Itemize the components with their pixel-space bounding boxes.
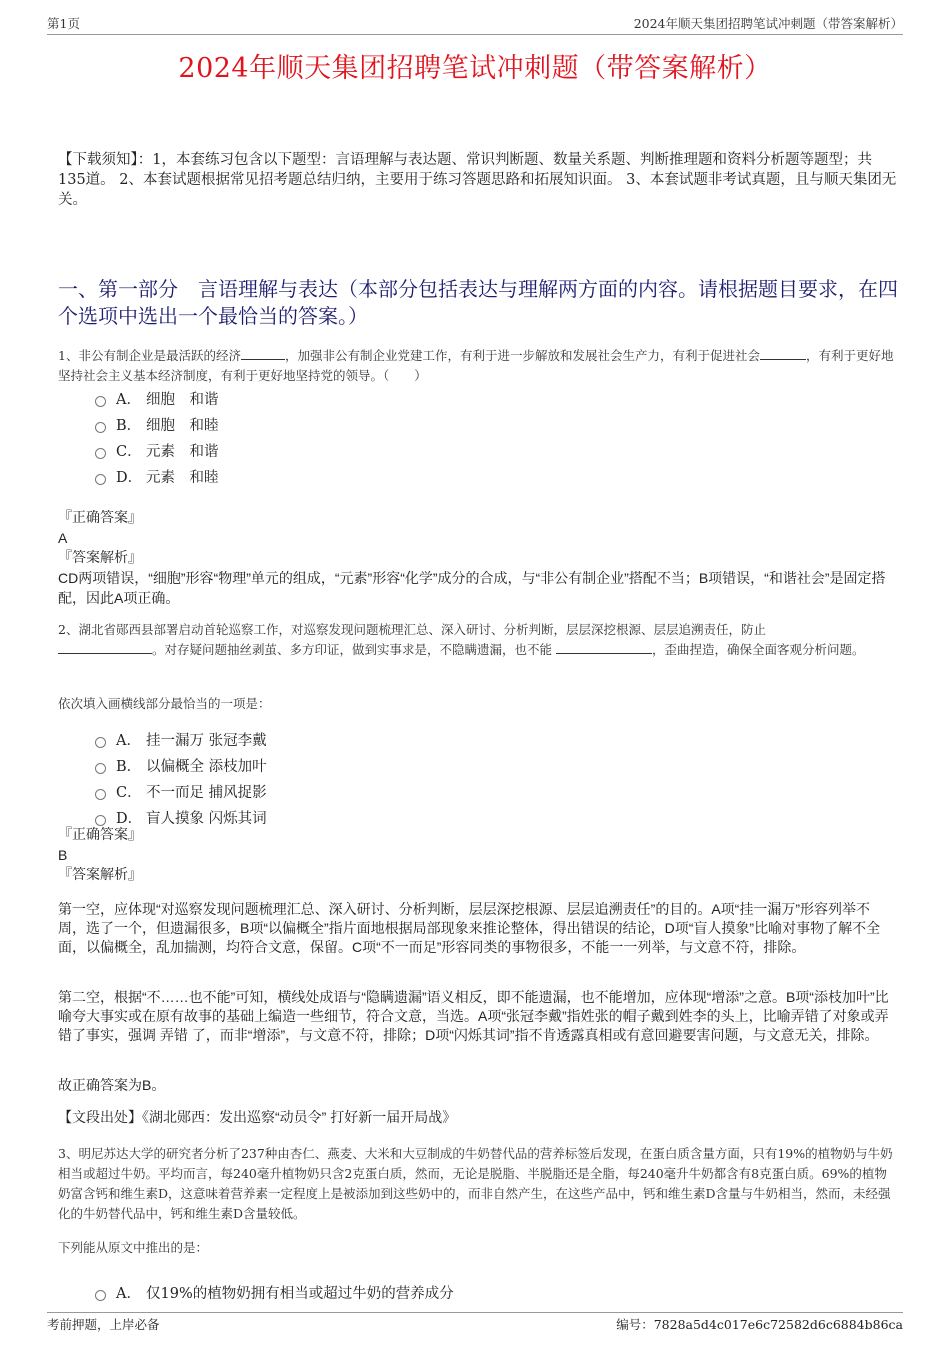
- document-title: 2024年顺天集团招聘笔试冲刺题（带答案解析）: [178, 53, 772, 84]
- question-1-stem: [58, 346, 894, 386]
- download-notice: 【下载须知】：1，本套练习包含以下题型：言语理解与表达题、常识判断题、数量关系题、判断推理题和资料分析题等题型；共135道。 2、本套试题根据常见招考题总结归纳，主要用于练习答题思路和拓展知识面。 3、本套试题非考试真题，且与顺天集团无关。: [58, 152, 897, 208]
- page-footer: [47, 1312, 903, 1333]
- analysis-paragraph-2: 第二空，根据“不……也不能”可知，横线处成语与“隐瞒遗漏”语义相反，即不能遗漏，也不能增加，应体现“增添”之意。B项“添枝加叶”比喻夸大事实或在原有故事的基础上编造一些细节，符合文意，当选。A项“张冠李戴”指姓张的帽子戴到姓李的头上，比喻弄错了对象或弄错了事实，强调 弄错 了，而非“增添”，与文意不符，排除；D项“闪烁其词”指不肯透露真相或有意回避要害问题，与文意无关，排除。: [58, 989, 889, 1043]
- question-2-options: [95, 726, 267, 830]
- radio-icon[interactable]: [95, 763, 106, 774]
- q2-blank-2: [556, 653, 652, 654]
- radio-icon[interactable]: [95, 448, 106, 459]
- radio-icon[interactable]: [95, 474, 106, 485]
- question-2-prompt: 依次填入画横线部分最恰当的一项是：: [58, 696, 271, 711]
- document-id: 编号：7828a5d4c017e6c72582d6c6884b86ca: [616, 1317, 903, 1332]
- radio-icon[interactable]: [95, 396, 106, 407]
- option-d[interactable]: D． 盲人摸象 闪烁其词: [95, 804, 267, 830]
- option-a[interactable]: A． 细胞 和谐: [95, 385, 219, 411]
- q1-blank-1: [241, 359, 285, 360]
- option-a[interactable]: A． 挂一漏万 张冠李戴: [95, 726, 267, 752]
- q2-blank-1: [58, 653, 152, 654]
- page-header: [47, 12, 903, 35]
- section-heading: 一、第一部分 言语理解与表达（本部分包括表达与理解两方面的内容。请根据题目要求，在四个选项中选出一个最恰当的答案。）: [58, 277, 898, 328]
- question-3-stem: 3、明尼苏达大学的研究者分析了237种由杏仁、燕麦、大米和大豆制成的牛奶替代品的营养标签后发现，在蛋白质含量方面，只有19%的植物奶与牛奶相当或超过牛奶。平均而言，每240毫升植物奶只含2克蛋白质，然而，无论是脱脂、半脱脂还是全脂，每240毫升牛奶都含有8克蛋白质。69%的植物奶富含钙和维生素D，这意味着营养素一定程度上是被添加到这些奶中的，而非自然产生，在这些产品中，钙和维生素D含量与牛奶相当，然而，未经强化的牛奶替代品中，钙和维生素D含量较低。: [58, 1146, 893, 1221]
- q1-blank-2: [760, 359, 806, 360]
- question-3-prompt: 下列能从原文中推出的是：: [58, 1240, 209, 1255]
- question-2-answer: 『正确答案』 B 『答案解析』: [58, 825, 894, 885]
- correct-answer: B: [58, 847, 68, 863]
- footer-slogan: 考前押题，上岸必备: [47, 1317, 160, 1332]
- answer-heading: 『正确答案』: [58, 510, 142, 526]
- option-d[interactable]: D． 元素 和睦: [95, 463, 219, 489]
- analysis-heading: 『答案解析』: [58, 550, 142, 566]
- radio-icon[interactable]: [95, 789, 106, 800]
- correct-answer: A: [58, 530, 68, 546]
- q1-text-b: ，加强非公有制企业党建工作，有利于进一步解放和发展社会生产力，有利于促进社会: [284, 348, 760, 363]
- page-number: 第1页: [47, 16, 80, 31]
- option-b[interactable]: B． 细胞 和睦: [95, 411, 219, 437]
- option-c[interactable]: C． 不一而足 捕风捉影: [95, 778, 267, 804]
- radio-icon[interactable]: [95, 422, 106, 433]
- question-1-options: [95, 385, 219, 489]
- q1-text-c: ，有利于更好地坚持社会主义基本经济制度，有利于更好地坚持党的领导。（ ）: [58, 348, 894, 383]
- radio-icon[interactable]: [95, 737, 106, 748]
- analysis-text: CD两项错误，“细胞”形容“物理”单元的组成，“元素”形容“化学”成分的合成，与“非公有制企业”搭配不当；B项错误，“和谐社会”是固定搭配，因此A项正确。: [58, 570, 886, 606]
- question-1-answer: [58, 508, 894, 608]
- header-title: 2024年顺天集团招聘笔试冲刺题（带答案解析）: [633, 16, 903, 31]
- source-citation: 【文段出处】《湖北郧西：发出巡察“动员令” 打好新一届开局战》: [58, 1109, 457, 1125]
- question-2-stem: 2、湖北省郧西县部署启动首轮巡察工作，对巡察发现问题梳理汇总、深入研讨、分析判断，层层深挖根源、层层追溯责任，防止 。对存疑问题抽丝剥茧、多方印证，做到实事求是，不隐瞒遗漏，也不能 ，歪曲捏造，确保全面客观分析问题。: [58, 622, 865, 657]
- question-3-options: [95, 1279, 454, 1305]
- radio-icon[interactable]: [95, 815, 106, 826]
- radio-icon[interactable]: [95, 1290, 106, 1301]
- option-c[interactable]: C． 元素 和谐: [95, 437, 219, 463]
- option-b[interactable]: B． 以偏概全 添枝加叶: [95, 752, 267, 778]
- analysis-conclusion: 故正确答案为B。: [58, 1077, 166, 1093]
- analysis-paragraph-1: 第一空，应体现“对巡察发现问题梳理汇总、深入研讨、分析判断，层层深挖根源、层层追溯责任”的目的。A项“挂一漏万”形容列举不周，选了一个，但遗漏很多，B项“以偏概全”指片面地根据局部现象来推论整体，得出错误的结论，D项“盲人摸象”比喻对事物了解不全面，以偏概全，乱加揣测，均符合文意，保留。C项“不一而足”形容同类的事物很多，不能一一列举，与文意不符，排除。: [58, 901, 881, 955]
- option-a[interactable]: A． 仅19%的植物奶拥有相当或超过牛奶的营养成分: [95, 1279, 454, 1305]
- q1-text-a: 1、非公有制企业是最活跃的经济: [58, 348, 241, 363]
